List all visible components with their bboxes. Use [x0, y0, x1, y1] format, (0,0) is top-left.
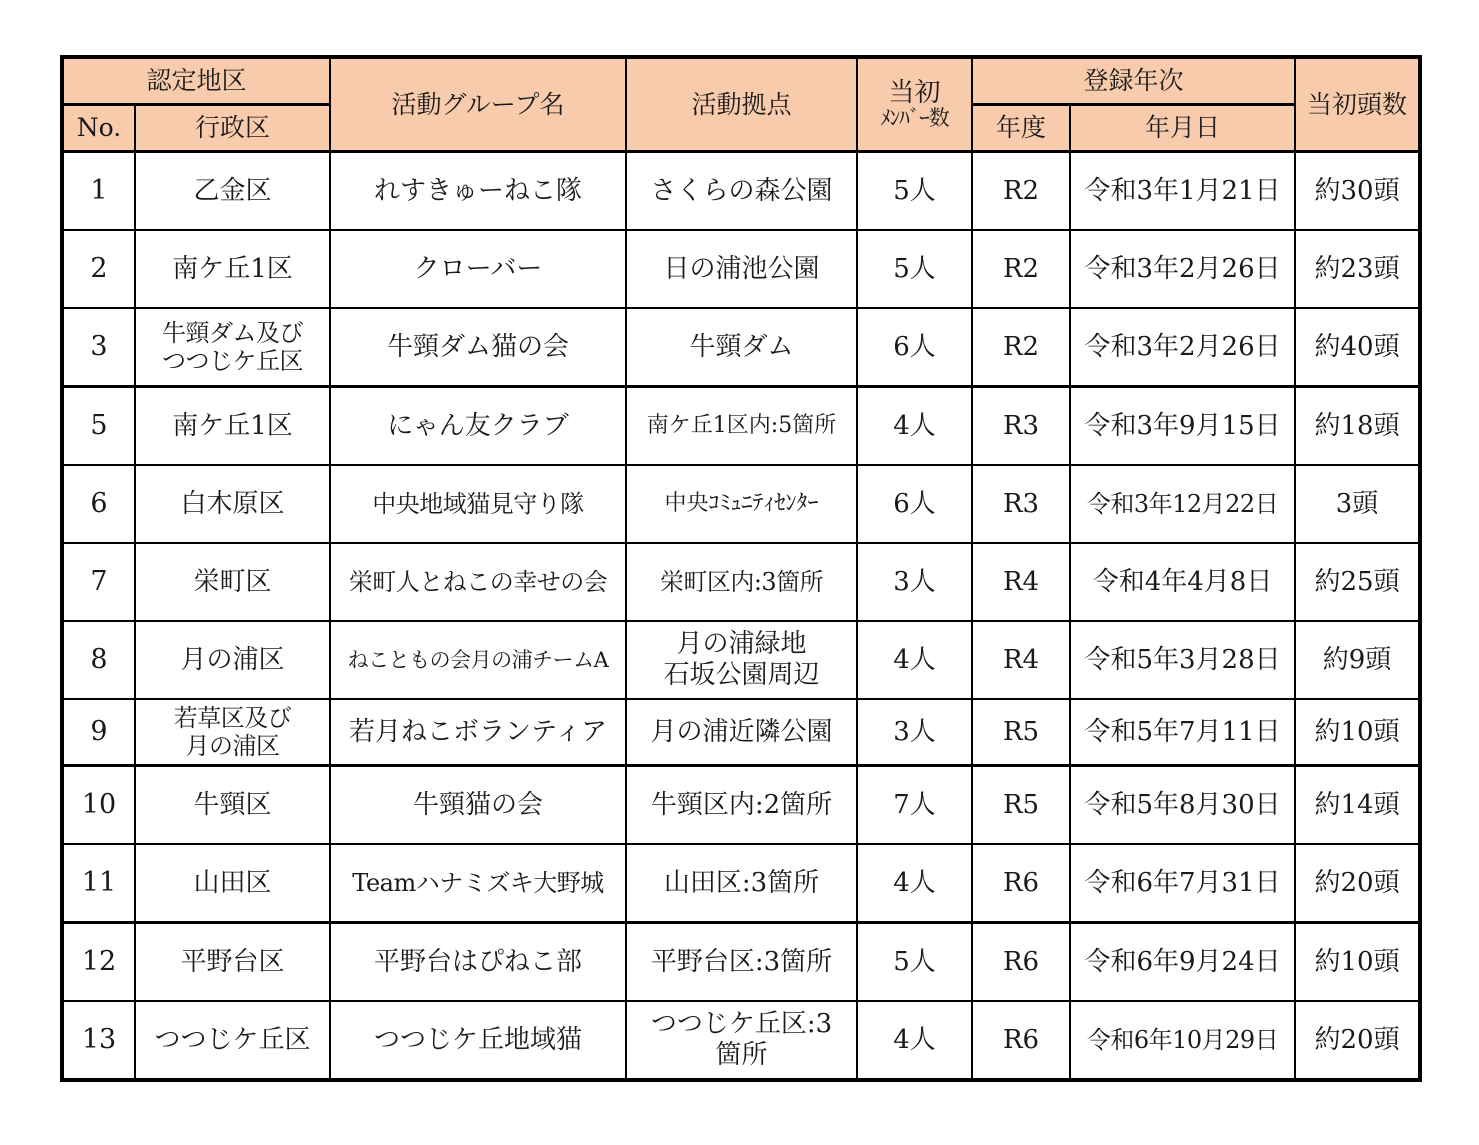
- cell-ward: [135, 766, 330, 845]
- cell-fiscal-year: R2: [972, 152, 1070, 231]
- cell-fiscal-year: R3: [972, 387, 1070, 466]
- cell-date: 令和3年12月22日: [1070, 465, 1295, 543]
- cell-base: [626, 699, 857, 766]
- cell-base-line: 栄町区内:3箇所: [659, 567, 824, 596]
- cell-group-name: クローバー: [330, 230, 626, 308]
- cell-ward-line: 月の浦区: [185, 732, 280, 760]
- cell-count: 約30頭: [1295, 152, 1420, 231]
- table-header: [62, 57, 1420, 152]
- cell-base-line: 平野台区:3箇所: [650, 946, 833, 977]
- cell-ward-line: 南ケ丘1区: [172, 410, 293, 441]
- table-row: [62, 1001, 1420, 1080]
- cell-no: 8: [62, 621, 135, 699]
- cell-group-name: 平野台はぴねこ部: [330, 923, 626, 1002]
- cell-group-name: れすきゅーねこ隊: [330, 152, 626, 231]
- cell-count: 約10頭: [1295, 699, 1420, 766]
- cell-base: [626, 1001, 857, 1080]
- header-row-1: [62, 57, 1420, 105]
- header-group-name: 活動グループ名: [330, 57, 626, 152]
- cell-date: 令和5年7月11日: [1070, 699, 1295, 766]
- cell-no: 6: [62, 465, 135, 543]
- table-body: [62, 152, 1420, 1081]
- cell-group-name: 牛頸猫の会: [330, 766, 626, 845]
- cell-date: 令和5年8月30日: [1070, 766, 1295, 845]
- cell-ward-line: 白木原区: [180, 488, 285, 519]
- table-row: [62, 766, 1420, 845]
- cell-ward: [135, 387, 330, 466]
- cell-count: 約10頭: [1295, 923, 1420, 1002]
- table-row: [62, 844, 1420, 923]
- registered-groups-table-container: [60, 55, 1418, 1082]
- cell-members: 3人: [857, 699, 972, 766]
- table-row: [62, 230, 1420, 308]
- header-initial-members-line2: ﾒﾝﾊﾞｰ数: [880, 106, 949, 131]
- cell-date: 令和6年9月24日: [1070, 923, 1295, 1002]
- header-registration-year: 登録年次: [972, 57, 1295, 105]
- cell-ward: [135, 923, 330, 1002]
- table-row: [62, 152, 1420, 231]
- cell-ward-line: 南ケ丘1区: [172, 253, 293, 284]
- cell-members: 5人: [857, 923, 972, 1002]
- cell-members: 4人: [857, 844, 972, 923]
- cell-ward: [135, 699, 330, 766]
- cell-ward: [135, 621, 330, 699]
- cell-base-line: 牛頸区内:2箇所: [650, 789, 833, 820]
- cell-base-line: 月の浦緑地: [676, 629, 807, 660]
- cell-group-name: 栄町人とねこの幸せの会: [330, 543, 626, 621]
- cell-group-name: にゃん友クラブ: [330, 387, 626, 466]
- table-row: [62, 543, 1420, 621]
- cell-base-line: 山田区:3箇所: [663, 867, 820, 898]
- cell-date: 令和3年9月15日: [1070, 387, 1295, 466]
- cell-no: 3: [62, 308, 135, 387]
- header-initial-members-line1: 当初: [888, 77, 941, 108]
- header-activity-base: 活動拠点: [626, 57, 857, 152]
- cell-ward-line: 牛頸ダム及び: [162, 318, 303, 347]
- header-initial-count: 当初頭数: [1295, 57, 1420, 152]
- cell-base: [626, 152, 857, 231]
- cell-members: 3人: [857, 543, 972, 621]
- cell-base: [626, 543, 857, 621]
- cell-count: 約23頭: [1295, 230, 1420, 308]
- cell-date: 令和3年2月26日: [1070, 308, 1295, 387]
- cell-base-line: 南ケ丘1区内:5箇所: [646, 413, 837, 439]
- cell-date: 令和3年1月21日: [1070, 152, 1295, 231]
- cell-fiscal-year: R4: [972, 621, 1070, 699]
- table-row: [62, 308, 1420, 387]
- cell-ward: [135, 152, 330, 231]
- cell-no: 5: [62, 387, 135, 466]
- header-date: 年月日: [1070, 105, 1295, 152]
- cell-ward-line: 栄町区: [193, 566, 272, 597]
- cell-fiscal-year: R6: [972, 923, 1070, 1002]
- table-row: [62, 699, 1420, 766]
- cell-ward-line: 乙金区: [193, 175, 272, 206]
- cell-base-line: つつじケ丘区:3: [650, 1009, 833, 1040]
- cell-members: 4人: [857, 387, 972, 466]
- cell-count: 約20頭: [1295, 1001, 1420, 1080]
- header-no: No.: [62, 105, 135, 152]
- cell-base-line: 石坂公園周辺: [663, 660, 820, 690]
- cell-ward: [135, 1001, 330, 1080]
- cell-base: [626, 387, 857, 466]
- registered-groups-table: [60, 55, 1422, 1082]
- cell-group-name: 若月ねこボランティア: [330, 699, 626, 766]
- cell-base-line: 箇所: [715, 1040, 768, 1070]
- cell-count: 約20頭: [1295, 844, 1420, 923]
- cell-group-name: 牛頸ダム猫の会: [330, 308, 626, 387]
- cell-fiscal-year: R6: [972, 844, 1070, 923]
- cell-members: 4人: [857, 621, 972, 699]
- cell-base-line: 中央ｺﾐｭﾆﾃｨｾﾝﾀｰ: [664, 491, 819, 517]
- cell-fiscal-year: R2: [972, 230, 1070, 308]
- cell-no: 7: [62, 543, 135, 621]
- cell-ward-line: つつじケ丘区: [154, 1024, 311, 1055]
- cell-ward-line: 平野台区: [180, 946, 285, 977]
- cell-ward-line: 月の浦区: [180, 644, 285, 675]
- cell-fiscal-year: R5: [972, 699, 1070, 766]
- cell-no: 9: [62, 699, 135, 766]
- cell-no: 2: [62, 230, 135, 308]
- cell-fiscal-year: R3: [972, 465, 1070, 543]
- cell-ward-line: 山田区: [193, 867, 272, 898]
- cell-members: 5人: [857, 152, 972, 231]
- cell-members: 7人: [857, 766, 972, 845]
- cell-group-name: つつじケ丘地域猫: [330, 1001, 626, 1080]
- cell-no: 10: [62, 766, 135, 845]
- cell-base-line: 月の浦近隣公園: [650, 716, 833, 747]
- cell-group-name: Teamハナミズキ大野城: [330, 844, 626, 923]
- cell-base: [626, 465, 857, 543]
- table-row: [62, 387, 1420, 466]
- cell-date: 令和6年10月29日: [1070, 1001, 1295, 1080]
- cell-base-line: 日の浦池公園: [663, 253, 820, 284]
- cell-members: 6人: [857, 308, 972, 387]
- cell-ward-line: 牛頸区: [193, 789, 272, 820]
- cell-fiscal-year: R2: [972, 308, 1070, 387]
- header-ward: 行政区: [135, 105, 330, 152]
- cell-fiscal-year: R6: [972, 1001, 1070, 1080]
- cell-members: 5人: [857, 230, 972, 308]
- cell-no: 13: [62, 1001, 135, 1080]
- cell-ward: [135, 465, 330, 543]
- cell-date: 令和3年2月26日: [1070, 230, 1295, 308]
- cell-no: 1: [62, 152, 135, 231]
- table-row: [62, 621, 1420, 699]
- cell-members: 6人: [857, 465, 972, 543]
- cell-count: 約18頭: [1295, 387, 1420, 466]
- cell-date: 令和5年3月28日: [1070, 621, 1295, 699]
- cell-base: [626, 766, 857, 845]
- cell-group-name: ねこともの会月の浦チームA: [330, 621, 626, 699]
- cell-base: [626, 308, 857, 387]
- cell-base-line: さくらの森公園: [650, 175, 833, 206]
- header-fiscal-year: 年度: [972, 105, 1070, 152]
- cell-ward-line: 若草区及び: [173, 703, 292, 732]
- cell-base: [626, 621, 857, 699]
- cell-ward-line: つつじケ丘区: [162, 347, 303, 375]
- cell-count: 3頭: [1295, 465, 1420, 543]
- cell-ward: [135, 543, 330, 621]
- cell-fiscal-year: R4: [972, 543, 1070, 621]
- cell-base: [626, 923, 857, 1002]
- cell-count: 約14頭: [1295, 766, 1420, 845]
- table-row: [62, 923, 1420, 1002]
- header-initial-members: [857, 57, 972, 152]
- cell-base: [626, 844, 857, 923]
- table-row: [62, 465, 1420, 543]
- cell-date: 令和6年7月31日: [1070, 844, 1295, 923]
- header-certified-area: 認定地区: [62, 57, 330, 105]
- cell-count: 約40頭: [1295, 308, 1420, 387]
- cell-ward: [135, 308, 330, 387]
- cell-date: 令和4年4月8日: [1070, 543, 1295, 621]
- cell-group-name: 中央地域猫見守り隊: [330, 465, 626, 543]
- cell-members: 4人: [857, 1001, 972, 1080]
- cell-base-line: 牛頸ダム: [689, 331, 794, 362]
- cell-count: 約9頭: [1295, 621, 1420, 699]
- cell-count: 約25頭: [1295, 543, 1420, 621]
- cell-base: [626, 230, 857, 308]
- cell-ward: [135, 844, 330, 923]
- cell-fiscal-year: R5: [972, 766, 1070, 845]
- cell-no: 12: [62, 923, 135, 1002]
- cell-no: 11: [62, 844, 135, 923]
- cell-ward: [135, 230, 330, 308]
